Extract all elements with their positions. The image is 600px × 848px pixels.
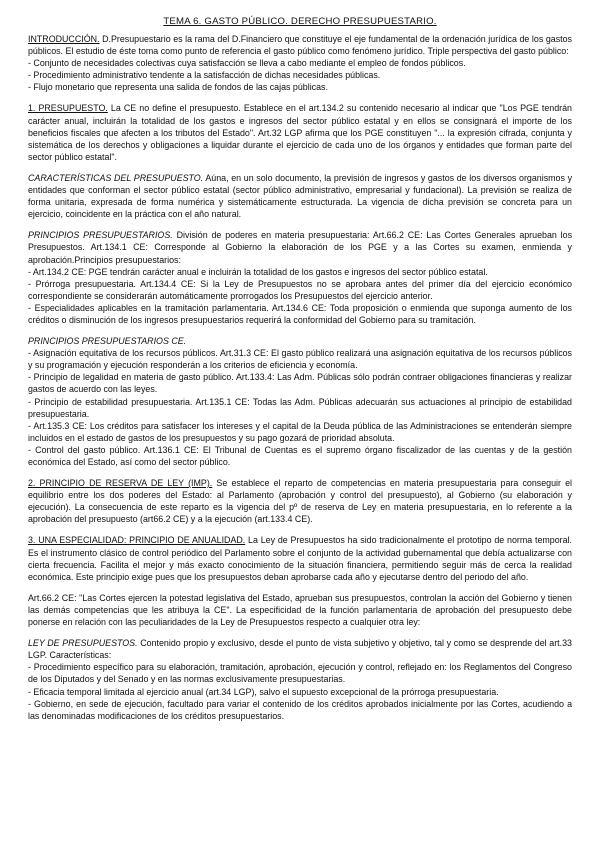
ley-presupuestos-section — [28, 637, 572, 722]
principios-heading: PRINCIPIOS PRESUPUESTARIOS. — [28, 230, 173, 241]
ley-presupuestos-item: - Eficacia temporal limitada al ejercicio anual (art.34 LGP), salvo el supuesto excepcional de la prórroga presupuestaria. — [28, 686, 499, 697]
principios-ce-item: - Asignación equitativa de los recursos públicos. Art.31.3 CE: El gasto público realizará una asignación equitativa de los recursos públicos y su programación y ejecución responderán a los criterios de eficiencia y economía. — [28, 348, 572, 371]
ley-presupuestos-paragraph — [28, 637, 572, 661]
intro-item: - Procedimiento administrativo tendente a la satisfacción de dichas necesidades públicas. — [28, 70, 381, 81]
intro-item: - Flujo monetario que representa una salida de fondos de las cajas públicas. — [28, 82, 328, 93]
intro-item: - Conjunto de necesidades colectivas cuya satisfacción se lleva a cabo mediante el empleo de fondos públicos. — [28, 58, 466, 69]
principios-paragraph — [28, 229, 572, 265]
reserva-ley-text: Se establece el reparto de competencias en materia presupuestaria para conseguir el equilibrio entre los dos poderes del Estado: al Parlamento (aprobación y control del presupuesto), al Gobierno (su elaboración y ejecución). La consecuencia de este reparto es la vigencia del pº de reserva de Ley en materia presupuestaria, en lo referente a la aprobación del presupuesto (art66.2 CE) y a la ejecución (art.133.4 CE). — [28, 478, 572, 525]
principios-ce-item: - Principio de estabilidad presupuestaria. Art.135.1 CE: Todas las Adm. Públicas adecuarán sus actuaciones al principio de estabilidad presupuestaria. — [28, 396, 572, 419]
intro-text: D.Presupuestario es la rama del D.Financiero que constituye el eje fundamental de la ordenación jurídica de los gastos públicos. El estudio de éste toma como punto de referencia el gasto público como fenómeno jurídico. Triple perspectiva del gasto público: — [28, 34, 572, 57]
anualidad-paragraph-2: Art.66.2 CE: "Las Cortes ejercen la potestad legislativa del Estado, aprueban sus presupuestos, controlan la acción del Gobierno y tienen las demás competencias que les atribuya la CE". La especificidad de la función parlamentaria de aprobación del presupuesto debe ponerse en relación con las peculiaridades de la Ley de Presupuestos respecto a cualquier otra ley: — [28, 592, 572, 628]
intro-heading: INTRODUCCIÓN. — [28, 34, 100, 44]
intro-paragraph — [28, 33, 572, 57]
principios-ce-section — [28, 335, 572, 468]
page-title: TEMA 6. GASTO PÚBLICO. DERECHO PRESUPUESTARIO. — [163, 16, 437, 27]
reserva-ley-section — [28, 477, 572, 525]
ley-presupuestos-item: - Gobierno, en sede de ejecución, facultado para variar el contenido de los créditos aprobados inicialmente por las Cortes, acudiendo a las denominadas modificaciones de los créditos presupuestarios. — [28, 698, 572, 721]
principios-section — [28, 229, 572, 326]
ley-presupuestos-heading: LEY DE PRESUPUESTOS. — [28, 638, 138, 649]
ley-presupuestos-text: Contenido propio y exclusivo, desde el punto de vista subjetivo y objetivo, tal y como se desprende del art.33 LGP. Características: — [28, 638, 572, 661]
reserva-ley-heading: 2. PRINCIPIO DE RESERVA DE LEY (IMP). — [28, 478, 213, 489]
anualidad-section-2 — [28, 592, 572, 628]
caracteristicas-text: Aúna, en un solo documento, la previsión de ingresos y gastos de los diversos organismos y entidades que conforman el sector público estatal (sector público administrativo, empresarial y fundacional). La previsión se realiza de forma unitaria, expresada de forma numérica y sistemáticamente estructurada. La vigencia de dicha previsión se concreta para un ejercicio, coincidente en la práctica con el año natural. — [28, 172, 573, 220]
ley-presupuestos-item: - Procedimiento específico para su elaboración, tramitación, aprobación, ejecución y control, reflejado en: los Reglamentos del Congreso de los Diputados y del Senado y en las normas exclusivamente presupuestarias. — [28, 662, 572, 685]
anualidad-text: La Ley de Presupuestos ha sido tradicionalmente el prototipo de norma temporal. Es el instrumento clásico de control periódico del Parlamento sobre el conjunto de la actividad gubernamental que debía actualizarse con cierta frecuencia. Facilita el mejor y más exacto conocimiento de la situación financiera, permitiendo seguir más de cerca la realidad económica. Este principio exige pues que los presupuestos deban aprobarse cada año y ejecutarse dentro del periodo del año. — [28, 535, 572, 582]
principios-ce-item: - Art.135.3 CE: Los créditos para satisfacer los intereses y el capital de la Deuda pública de las Administraciones se entenderán siempre incluidos en el estado de gastos de los presupuestos y su pago gozará de prioridad absoluta. — [28, 420, 572, 443]
principios-item: - Especialidades aplicables en la tramitación parlamentaria. Art.134.6 CE: Toda proposición o enmienda que suponga aumento de los créditos o disminución de los ingresos presupuestarios requerirá la conformidad del Gobierno para su tramitación. — [28, 302, 572, 325]
principios-ce-item: - Control del gasto público. Art.136.1 CE: El Tribunal de Cuentas es el supremo órgano fiscalizador de las cuentas y de la gestión económica del Estado, así como del sector público. — [28, 444, 572, 467]
principios-ce-heading: PRINCIPIOS PRESUPUESTARIOS CE. — [28, 336, 187, 347]
principios-item: - Prórroga presupuestaria. Art.134.4 CE: Si la Ley de Presupuestos no se aprobara antes del primer día del ejercicio económico correspondiente se considerarán automáticamente prorrogados los Presupuestos del ejercicio anterior. — [28, 278, 572, 301]
caracteristicas-section — [28, 172, 572, 220]
caracteristicas-paragraph — [28, 172, 572, 220]
principios-text: División de poderes en materia presupuestaria: Art.66.2 CE: Las Cortes Generales aprueban los Presupuestos. Art.134.1 CE: Corresponde al Gobierno la elaboración de los PGE y a las Cortes su examen, enmienda y aprobación.Principios presupuestarios: — [28, 230, 573, 265]
anualidad-paragraph — [28, 534, 572, 582]
presupuesto-paragraph — [28, 102, 572, 162]
anualidad-section — [28, 534, 572, 582]
presupuesto-text: La CE no define el presupuesto. Establece en el art.134.2 su contenido necesario al indicar que "Los PGE tendrán carácter anual, incluirán la totalidad de los gastos e ingresos del sector público estatal y en ellos se consignará el importe de los beneficios fiscales que afecten a los tributos del Estado". Art.32 LGP afirma que los PGE constituyen "... la expresión cifrada, conjunta y sistemática de los derechos y obligaciones a liquidar durante el ejercicio de cada uno de los órganos y entidades que forman parte del sector público estatal". — [28, 103, 572, 162]
caracteristicas-heading: CARACTERÍSTICAS DEL PRESUPUESTO. — [28, 172, 204, 183]
principios-item: - Art.134.2 CE: PGE tendrán carácter anual e incluirán la totalidad de los gastos e ingresos del sector público estatal. — [28, 266, 488, 277]
reserva-ley-paragraph — [28, 477, 572, 525]
intro-section — [28, 33, 572, 93]
anualidad-heading: 3. UNA ESPECIALIDAD: PRINCIPIO DE ANUALIDAD. — [28, 535, 246, 546]
principios-ce-item: - Principio de legalidad en materia de gasto público. Art.133.4: Las Adm. Públicas sólo podrán contraer obligaciones financieras y realizar gastos de acuerdo con las leyes. — [28, 372, 572, 395]
presupuesto-heading: 1. PRESUPUESTO. — [28, 103, 108, 114]
presupuesto-section — [28, 102, 572, 162]
